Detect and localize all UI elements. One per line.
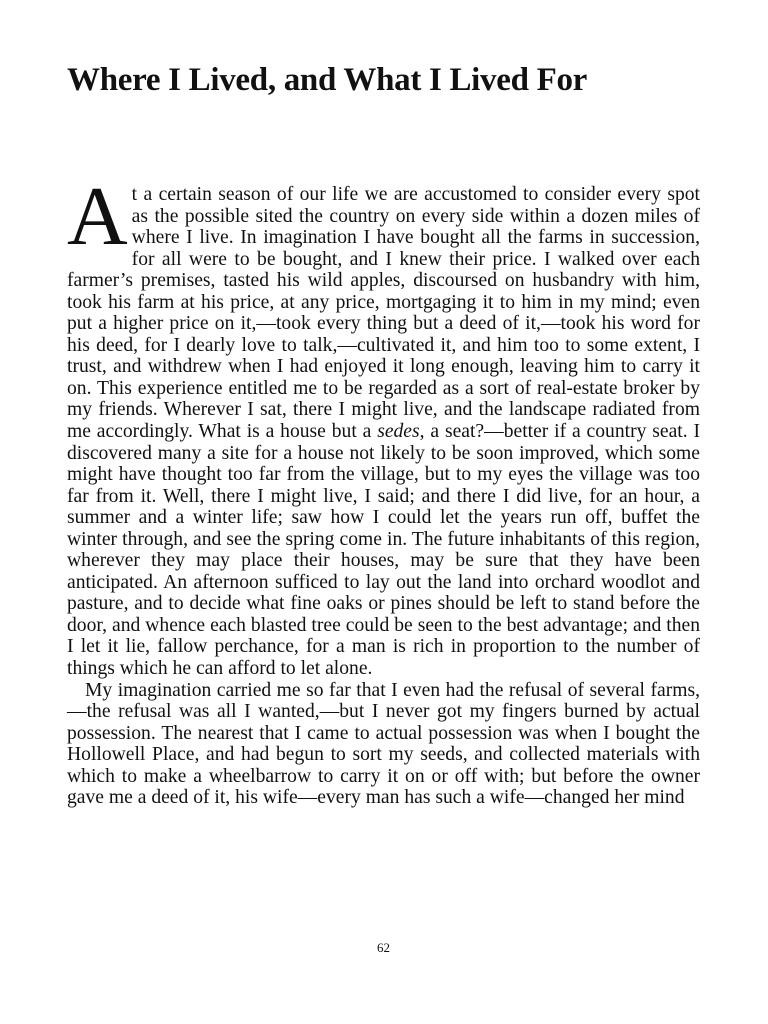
- paragraph-2: My imagination carried me so far that I even had the refusal of several farms,—the refusal was all I wanted,—but I never got my fingers burned by actual possession. The nearest that I came to actual possession was when I bought the Hollowell Place, and had begun to sort my seeds, and collected materials with which to make a wheelbarrow to carry it on or off with; but before the owner gave me a deed of it, his wife—every man has such a wife—changed her mind: [67, 679, 700, 809]
- book-page: [67, 0, 700, 1024]
- body-text: [67, 170, 700, 809]
- paragraph-1-text-a: t a certain season of our life we are accustomed to consider every spot as the possible sited the country on every side within a dozen miles of where I live. In imagination I have bought all the farms in succession, for all were to be bought, and I knew their price. I walked over each farmer’s premises, tasted his wild apples, discoursed on husbandry with him, took his farm at his price, at any price, mortgaging it to him in my mind; even put a higher price on it,—took every thing but a deed of it,—took his word for his deed, for I dearly love to talk,—cultivated it, and him too to some extent, I trust, and withdrew when I had enjoyed it long enough, leaving him to carry it on. This experience entitled me to be regarded as a sort of real-estate broker by my friends. Wherever I sat, there I might live, and the landscape radiated from me accordingly. What is a house but a: [67, 184, 700, 443]
- paragraph-1: [67, 170, 700, 680]
- italic-word: sedes: [377, 421, 420, 443]
- paragraph-1-text-b: , a seat?—better if a country seat. I discovered many a site for a house not likely to be soon improved, which some might have thought too far from the village, but to my eyes the village was too far from it. Well, there I might live, I said; and there I did live, for an hour, a summer and a winter life; saw how I could let the years run off, buffet the winter through, and see the spring come in. The future inhabitants of this region, wherever they may place their houses, may be sure that they have been anticipated. An afternoon sufficed to lay out the land into orchard woodlot and pasture, and to decide what fine oaks or pines should be left to stand before the door, and whence each blasted tree could be seen to the best advantage; and then I let it lie, fallow perchance, for a man is rich in proportion to the number of things which he can afford to let alone.: [67, 421, 700, 680]
- page-number: 62: [377, 940, 390, 955]
- drop-cap: A: [67, 170, 128, 263]
- chapter-title: Where I Lived, and What I Lived For: [67, 62, 587, 98]
